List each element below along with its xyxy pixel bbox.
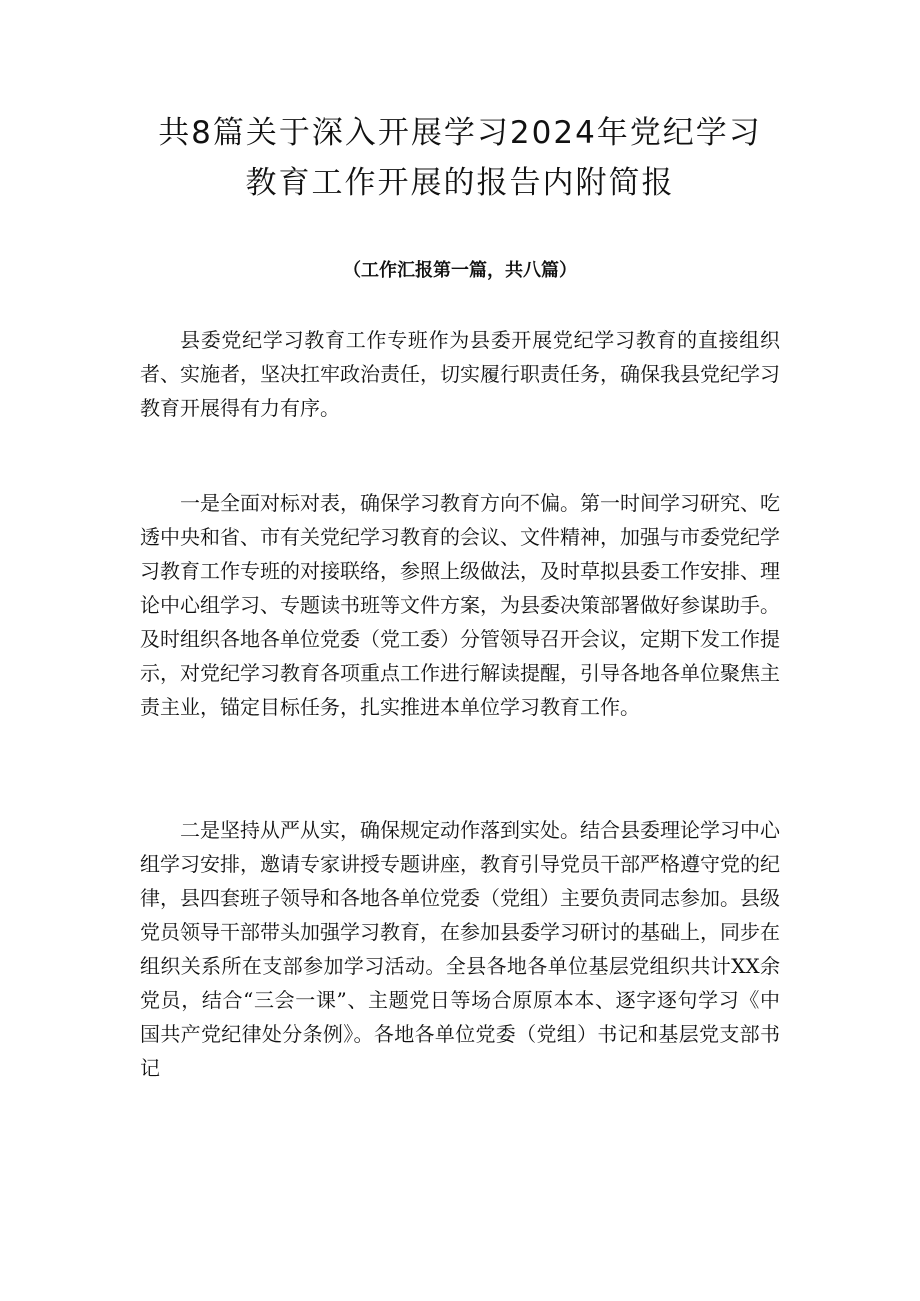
document-title-line-1: 共8篇关于深入开展学习2024年党纪学习 bbox=[158, 115, 762, 151]
document-title-line-2: 教育工作开展的报告内附简报 bbox=[245, 165, 675, 201]
paragraph-point-one: 一是全面对标对表，确保学习教育方向不偏。第一时间学习研究、吃透中央和省、市有关党纪学习教育的会议、文件精神，加强与市委党纪学习教育工作专班的对接联络，参照上级做法，及时草拟县委工作安排、理论中心组学习、专题读书班等文件方案，为县委决策部署做好参谋助手。及时组织各地各单位党委（党工委）分管领导召开会议，定期下发工作提示，对党纪学习教育各项重点工作进行解读提醒，引导各地各单位聚焦主责主业，锚定目标任务，扎实推进本单位学习教育工作。 bbox=[140, 491, 780, 719]
paragraph-intro: 县委党纪学习教育工作专班作为县委开展党纪学习教育的直接组织者、实施者，坚决扛牢政治责任，切实履行职责任务，确保我县党纪学习教育开展得有力有序。 bbox=[140, 328, 780, 420]
paragraph-point-two: 二是坚持从严从实，确保规定动作落到实处。结合县委理论学习中心组学习安排，邀请专家讲授专题讲座，教育引导党员干部严格遵守党的纪律，县四套班子领导和各地各单位党委（党组）主要负责同志参加。县级党员领导干部带头加强学习教育，在参加县委学习研讨的基础上，同步在组织关系所在支部参加学习活动。全县各地各单位基层党组织共计XX余党员，结合“三会一课”、主题党日等场合原原本本、逐字逐句学习《中国共产党纪律处分条例》。各地各单位党委（党组）书记和基层党支部书记 bbox=[140, 818, 780, 1080]
document-subtitle: （工作汇报第一篇，共八篇） bbox=[343, 260, 577, 281]
